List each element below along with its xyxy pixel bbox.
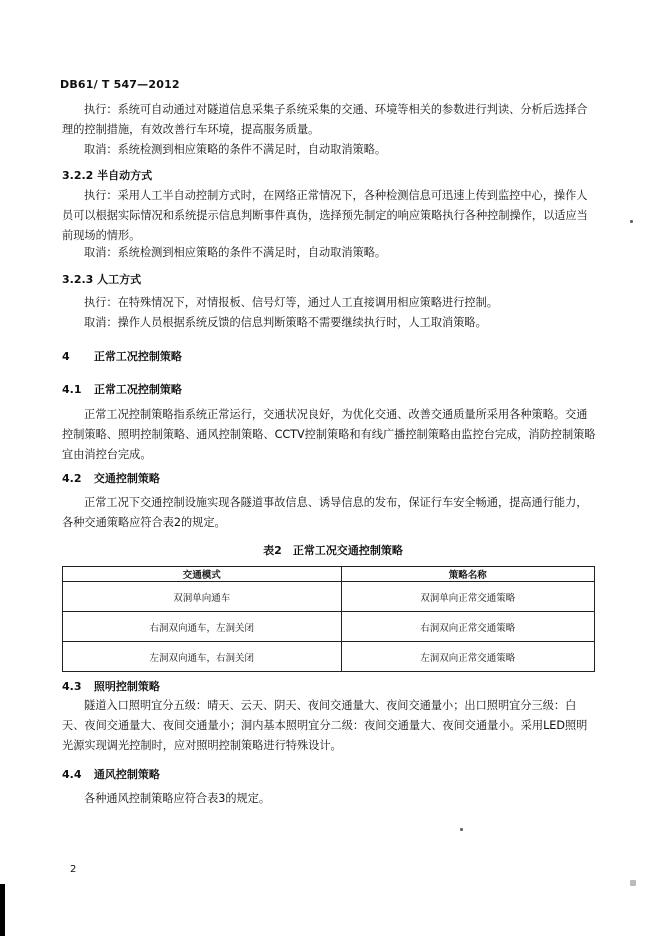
document-code-header: DB61/ T 547—2012 [60,78,180,91]
paragraph-manual-execute: 执行：在特殊情况下，对情报板、信号灯等，通过人工直接调用相应策略进行控制。 [84,296,498,309]
paragraph-semi-auto-execute: 执行：采用人工半自动控制方式时，在网络正常情况下，各种检测信息可迅速上传到监控中心，操作人员可以根据实际情况和系统提示信息判断事件真伪，选择预先制定的响应策略执行各种控制操作，以适应当前现场的情形。 [62,189,588,242]
scan-edge-mark [0,884,5,936]
table-header-cell: 策略名称 [341,567,594,582]
paragraph-normal-strategy: 正常工况控制策略指系统正常运行，交通状况良好，为优化交通、改善交通质量所采用各种策略。交通控制策略、照明控制策略、通风控制策略、CCTV控制策略和有线广播控制策略由监控台完成，消防控制策略宜由消控台完成。 [62,408,596,461]
heading-4 [62,348,182,364]
heading-number: 4.4 [62,768,82,781]
table-cell: 右洞双向正常交通策略 [341,612,594,642]
heading-title: 通风控制策略 [93,768,160,781]
heading-number: 3.2.3 [62,273,94,286]
heading-4-1 [62,381,182,397]
heading-4-2 [62,470,160,486]
scan-speck [630,880,636,886]
table-cell: 双洞单向正常交通策略 [341,582,594,612]
table-cell: 左洞双向通车，右洞关闭 [63,642,342,672]
table-header-row [63,567,595,582]
paragraph-ventilation-control: 各种通风控制策略应符合表3的规定。 [84,792,271,805]
heading-number: 4.1 [62,383,82,396]
paragraph-lighting-control: 隧道入口照明宜分五级：晴天、云天、阴天、夜间交通量大、夜间交通量小；出口照明宜分三级：白天、夜间交通量大、夜间交通量小；洞内基本照明宜分二级：夜间交通量大、夜间交通量小。采用LED照明光源实现调光控制时，应对照明控制策略进行特殊设计。 [62,699,588,752]
heading-3-2-2 [62,167,152,183]
heading-title: 交通控制策略 [93,472,160,485]
heading-number: 4.3 [62,680,82,693]
table-row [63,612,595,642]
paragraph-traffic-control: 正常工况下交通控制设施实现各隧道事故信息、诱导信息的发布，保证行车安全畅通，提高通行能力，各种交通策略应符合表2的规定。 [62,496,588,529]
heading-title: 照明控制策略 [93,680,160,693]
heading-4-4 [62,766,160,782]
heading-title: 人工方式 [97,273,142,286]
heading-3-2-3 [62,271,141,287]
heading-title: 正常工况控制策略 [93,383,182,396]
table-row [63,582,595,612]
table-cell: 双洞单向通车 [63,582,342,612]
table-row [63,642,595,672]
table-cell: 右洞双向通车，左洞关闭 [63,612,342,642]
table-caption: 表2 正常工况交通控制策略 [263,544,403,557]
scan-speck [630,220,633,223]
paragraph-auto-cancel: 取消：系统检测到相应策略的条件不满足时，自动取消策略。 [84,143,387,156]
heading-number: 4.2 [62,472,82,485]
paragraph-semi-auto-cancel: 取消：系统检测到相应策略的条件不满足时，自动取消策略。 [84,246,387,259]
heading-4-3 [62,678,160,694]
heading-number: 3.2.2 [62,169,94,182]
scan-speck [460,828,463,831]
paragraph-auto-execute: 执行：系统可自动通过对隧道信息采集子系统采集的交通、环境等相关的参数进行判读、分析后选择合理的控制措施，有效改善行车环境，提高服务质量。 [62,103,588,136]
heading-number: 4 [62,350,70,363]
table-header-cell: 交通模式 [63,567,342,582]
traffic-strategy-table [62,566,595,672]
heading-title: 半自动方式 [97,169,153,182]
table-cell: 左洞双向正常交通策略 [341,642,594,672]
paragraph-manual-cancel: 取消：操作人员根据系统反馈的信息判断策略不需要继续执行时，人工取消策略。 [84,316,487,329]
page-number: 2 [70,864,77,875]
heading-title: 正常工况控制策略 [93,350,182,363]
